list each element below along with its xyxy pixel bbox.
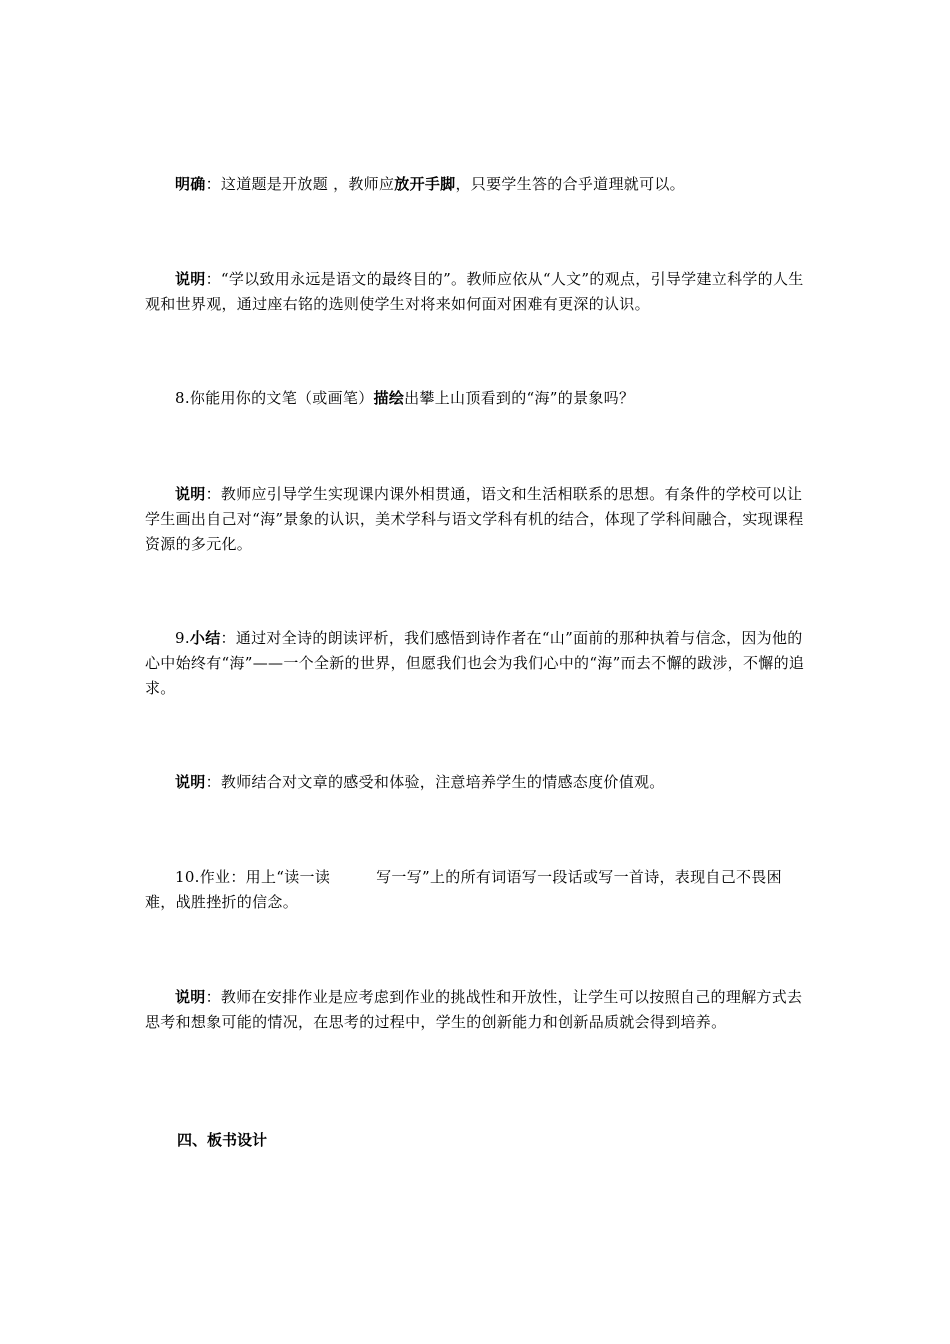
clarify-emphasis: 放开手脚 [394, 175, 456, 193]
note-2-text: ：教师应引导学生实现课内课外相贯通，语文和生活相联系的思想。有条件的学校可以让学生画出自己对“海”景象的认识，美术学科与语文学科有机的结合，体现了学科间融合，实现课程资源的多元化。 [145, 485, 804, 553]
label-note-3: 说明 [175, 773, 206, 791]
paragraph-note-1 [145, 267, 805, 317]
paragraph-clarify [145, 172, 805, 197]
note-1-text: ：“学以致用永远是语文的最终目的”。教师应依从“人文”的观点，引导学建立科学的人生观和世界观，通过座右铭的选则使学生对将来如何面对困难有更深的认识。 [145, 270, 804, 313]
section-heading-board-design: 四、板书设计 [177, 1131, 268, 1149]
clarify-text-a: ：这道题是开放题 ，教师应 [205, 175, 395, 193]
label-note-4: 说明 [175, 988, 206, 1006]
note-4-text: ：教师在安排作业是应考虑到作业的挑战性和开放性，让学生可以按照自己的理解方式去思考和想象可能的情况，在思考的过程中，学生的创新能力和创新品质就会得到培养。 [145, 988, 803, 1031]
paragraph-question-8 [145, 386, 805, 411]
label-note-1: 说明 [175, 270, 206, 288]
question-8-text-b: 出攀上山顶看到的“海”的景象吗？ [404, 389, 635, 407]
label-note-2: 说明 [175, 485, 206, 503]
paragraph-note-2 [145, 482, 805, 557]
label-clarify: 明确 [175, 175, 206, 193]
paragraph-note-4 [145, 985, 805, 1035]
note-3-text: ：教师结合对文章的感受和体验，注意培养学生的情感态度价值观。 [205, 773, 665, 791]
clarify-text-b: ，只要学生答的合乎道理就可以。 [455, 175, 685, 193]
question-8-text-a: 8.你能用你的文笔（或画笔） [175, 389, 374, 407]
paragraph-homework-10 [145, 865, 805, 915]
homework-text-a: 10.作业：用上“读一读 [175, 868, 331, 886]
question-8-emphasis: 描绘 [373, 389, 405, 407]
paragraph-summary-9 [145, 626, 805, 701]
label-summary: 小结 [189, 629, 221, 647]
homework-text-b: 写一写”上的所有词语写一段话或写一首诗，表现自己不畏困难，战胜挫折的信念。 [145, 868, 782, 911]
paragraph-note-3 [145, 770, 805, 795]
summary-number: 9. [175, 629, 190, 647]
summary-text: ：通过对全诗的朗读评析，我们感悟到诗作者在“山”面前的那种执着与信念，因为他的心中始终有“海”——一个全新的世界，但愿我们也会为我们心中的“海”而去不懈的跋涉，不懈的追求。 [145, 629, 805, 697]
